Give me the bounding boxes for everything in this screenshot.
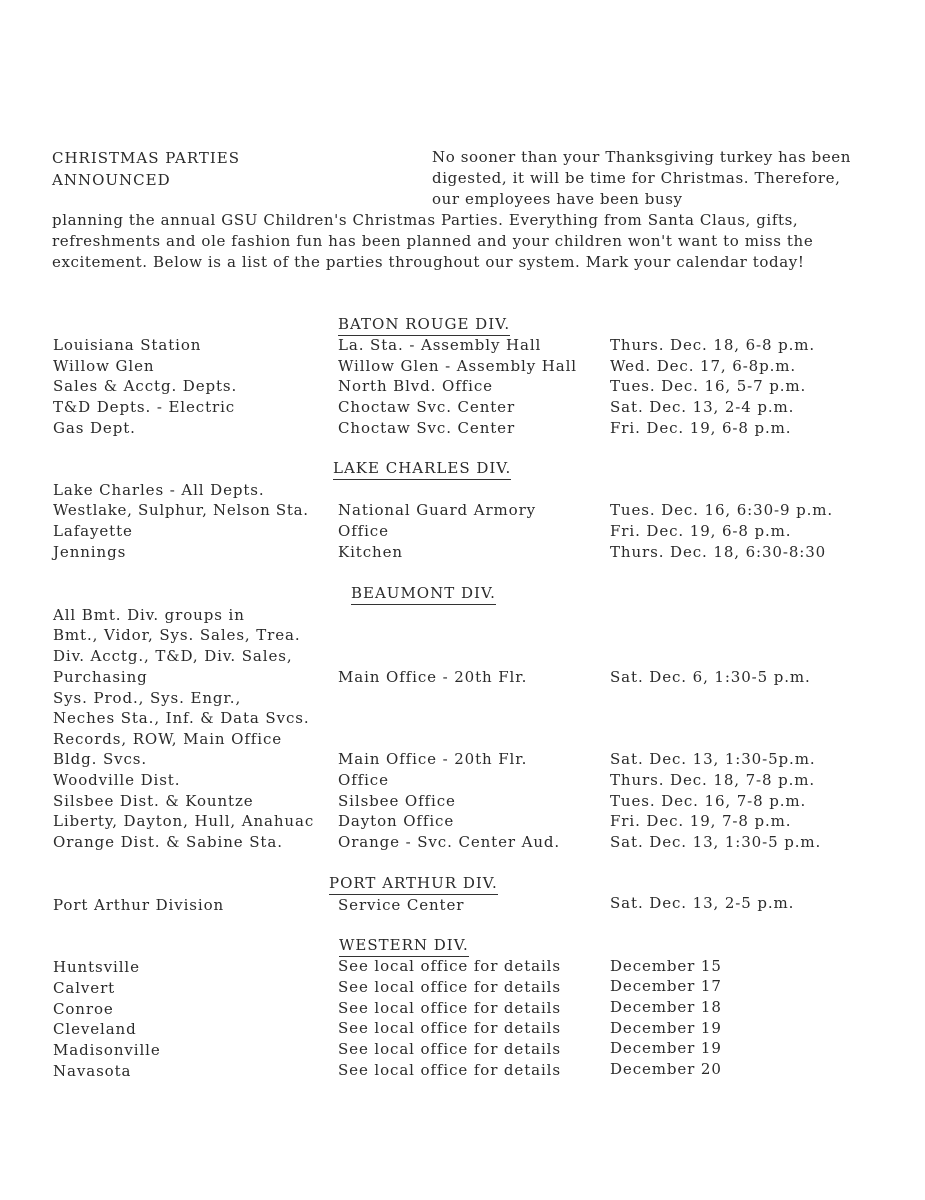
party-group: Conroe: [53, 1000, 114, 1018]
party-date: Thurs. Dec. 18, 6-8 p.m.: [610, 336, 816, 354]
party-group: Sys. Prod., Sys. Engr.,: [53, 689, 242, 707]
party-date: Sat. Dec. 13, 2-4 p.m.: [610, 398, 795, 416]
party-group: Huntsville: [53, 958, 140, 976]
party-location: See local office for details: [338, 1040, 561, 1058]
headline-line-1: CHRISTMAS PARTIES: [52, 149, 241, 167]
party-group: Navasota: [53, 1062, 132, 1080]
party-location: See local office for details: [338, 999, 561, 1017]
party-group: Lake Charles - All Depts.: [53, 481, 265, 499]
headline: [52, 147, 240, 191]
party-location: See local office for details: [338, 978, 561, 996]
party-group: Calvert: [53, 979, 116, 997]
party-group: T&D Depts. - Electric: [53, 398, 236, 416]
party-date: Tues. Dec. 16, 6:30-9 p.m.: [610, 501, 834, 519]
division-title-lake-charles: LAKE CHARLES DIV.: [333, 458, 511, 480]
party-location: See local office for details: [338, 957, 561, 975]
party-location: Office: [338, 522, 389, 540]
party-date: December 18: [610, 998, 722, 1016]
party-date: Sat. Dec. 6, 1:30-5 p.m.: [610, 668, 811, 686]
party-location: See local office for details: [338, 1061, 561, 1079]
party-location: Choctaw Svc. Center: [338, 398, 516, 416]
party-date: December 17: [610, 977, 722, 995]
party-date: Fri. Dec. 19, 7-8 p.m.: [610, 812, 792, 830]
party-group: Sales & Acctg. Depts.: [53, 377, 238, 395]
party-location: Office: [338, 771, 389, 789]
party-location: Dayton Office: [338, 812, 455, 830]
party-group: Willow Glen: [53, 357, 155, 375]
party-group: Silsbee Dist. & Kountze: [53, 792, 254, 810]
party-location: Orange - Svc. Center Aud.: [338, 833, 561, 851]
party-date: Sat. Dec. 13, 1:30-5p.m.: [610, 750, 816, 768]
party-group: Orange Dist. & Sabine Sta.: [53, 833, 283, 851]
party-group: Neches Sta., Inf. & Data Svcs.: [53, 709, 310, 727]
division-title-port-arthur: PORT ARTHUR DIV.: [329, 873, 498, 895]
party-location: Main Office - 20th Flr.: [338, 668, 528, 686]
party-date: December 15: [610, 957, 722, 975]
party-location: See local office for details: [338, 1019, 561, 1037]
party-date: Sat. Dec. 13, 1:30-5 p.m.: [610, 833, 822, 851]
party-date: Thurs. Dec. 18, 7-8 p.m.: [610, 771, 816, 789]
division-title-baton-rouge: BATON ROUGE DIV.: [338, 314, 510, 336]
party-date: Tues. Dec. 16, 7-8 p.m.: [610, 792, 807, 810]
party-group: Cleveland: [53, 1020, 137, 1038]
party-group: Div. Acctg., T&D, Div. Sales,: [53, 647, 293, 665]
party-group: Bmt., Vidor, Sys. Sales, Trea.: [53, 626, 301, 644]
party-date: Tues. Dec. 16, 5-7 p.m.: [610, 377, 807, 395]
party-group: Gas Dept.: [53, 419, 136, 437]
party-location: Main Office - 20th Flr.: [338, 750, 528, 768]
party-date: December 19: [610, 1019, 722, 1037]
party-group: Westlake, Sulphur, Nelson Sta.: [53, 501, 309, 519]
party-date: Fri. Dec. 19, 6-8 p.m.: [610, 419, 792, 437]
intro-paragraph-body: planning the annual GSU Children's Christmas Parties. Everything from Santa Claus, gifts, refreshments and ole fashion fun has been planned and your children won't want to miss the excitement. Below is a list of the parties throughout our system. Mark your calendar today!: [52, 211, 814, 271]
party-date: Sat. Dec. 13, 2-5 p.m.: [610, 894, 795, 912]
party-location: National Guard Armory: [338, 501, 537, 519]
party-group: Port Arthur Division: [53, 896, 225, 914]
party-location: Choctaw Svc. Center: [338, 419, 516, 437]
party-group: All Bmt. Div. groups in: [53, 606, 245, 624]
party-location: Silsbee Office: [338, 792, 456, 810]
party-group: Records, ROW, Main Office: [53, 730, 283, 748]
party-group: Lafayette: [53, 522, 133, 540]
party-date: Thurs. Dec. 18, 6:30-8:30: [610, 543, 827, 561]
intro-paragraph-start: No sooner than your Thanksgiving turkey has been digested, it will be time for Christmas. Therefore, our employees have been busy: [432, 148, 852, 208]
party-group: Madisonville: [53, 1041, 161, 1059]
headline-line-2: ANNOUNCED: [52, 171, 171, 189]
party-group: Bldg. Svcs.: [53, 750, 148, 768]
party-group: Louisiana Station: [53, 336, 202, 354]
party-location: Willow Glen - Assembly Hall: [338, 357, 577, 375]
party-group: Woodville Dist.: [53, 771, 181, 789]
division-title-beaumont: BEAUMONT DIV.: [351, 583, 496, 605]
party-location: Service Center: [338, 896, 465, 914]
party-date: Fri. Dec. 19, 6-8 p.m.: [610, 522, 792, 540]
division-title-western: WESTERN DIV.: [339, 935, 469, 957]
party-location: La. Sta. - Assembly Hall: [338, 336, 542, 354]
party-date: December 20: [610, 1060, 722, 1078]
party-group: Liberty, Dayton, Hull, Anahuac: [53, 812, 315, 830]
party-location: North Blvd. Office: [338, 377, 493, 395]
party-location: Kitchen: [338, 543, 403, 561]
party-date: December 19: [610, 1039, 722, 1057]
party-group: Purchasing: [53, 668, 148, 686]
party-group: Jennings: [53, 543, 127, 561]
party-date: Wed. Dec. 17, 6-8p.m.: [610, 357, 797, 375]
